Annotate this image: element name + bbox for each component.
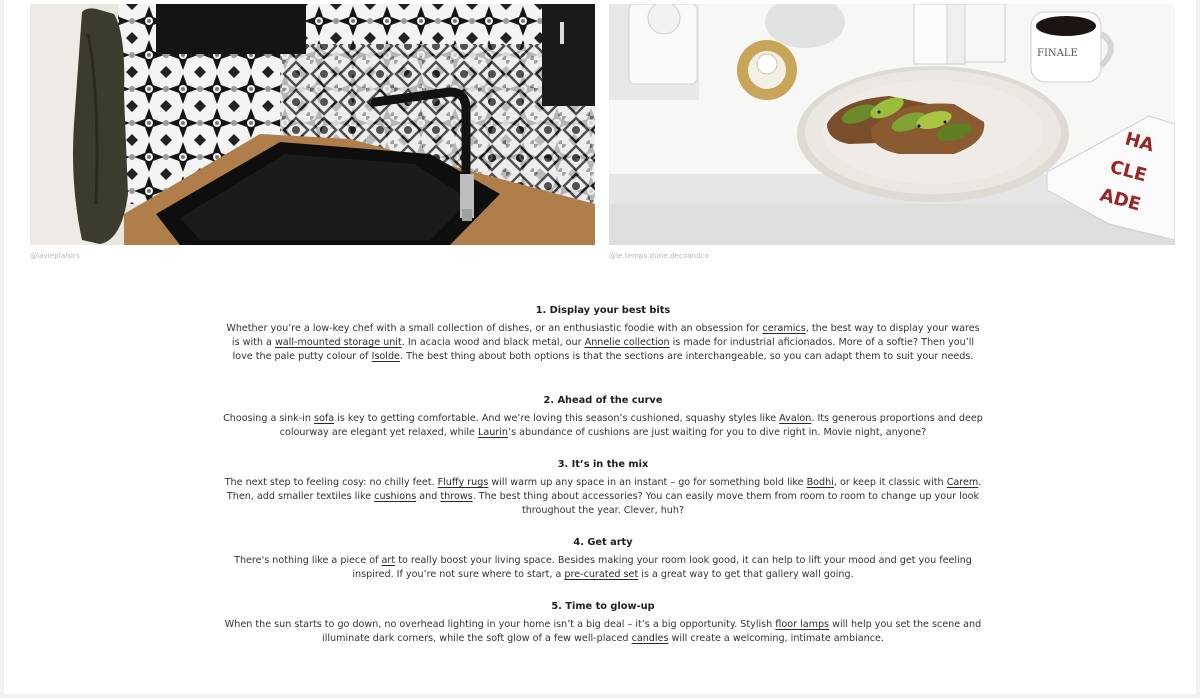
inline-link-fluffy-rugs[interactable]: Fluffy rugs	[437, 477, 489, 488]
inline-link-bodhi[interactable]: Bodhi	[806, 477, 834, 488]
photo-credit-right: @le.temps.dune.decoandco	[609, 252, 710, 260]
inline-link-cushions[interactable]: cushions	[374, 491, 417, 502]
section-get-arty	[222, 536, 984, 582]
section-glow-up	[222, 600, 984, 646]
section-paragraph	[222, 554, 984, 582]
inline-link-isolde[interactable]: Isolde	[371, 351, 400, 362]
inline-link-laurin[interactable]: Laurin	[478, 427, 509, 438]
section-display-best-bits	[222, 304, 984, 364]
paragraph-text: The next step to feeling cosy: no chilly feet.	[224, 477, 438, 488]
paragraph-text: will create a welcoming, intimate ambiance.	[668, 633, 884, 644]
section-heading: 1. Display your best bits	[535, 305, 671, 316]
paragraph-text: . Its generous proportions and deep colourway are elegant yet relaxed, while	[279, 413, 983, 438]
paragraph-text: . The best thing about accessories? You can easily move them from room to room to change up your look throughout the year. Clever, huh?	[472, 491, 980, 516]
section-in-the-mix	[222, 458, 984, 518]
section-ahead-of-curve	[222, 394, 984, 440]
inline-link-sofa[interactable]: sofa	[313, 413, 335, 424]
paragraph-text: is made for industrial aficionados. More of a softie? Then you’ll love the pale putty colour of	[232, 337, 975, 362]
paragraph-text: There's nothing like a piece of	[234, 555, 382, 566]
svg-text:CLE: CLE	[1107, 156, 1149, 187]
paragraph-text: is key to getting comfortable. And we’re loving this season’s cushioned, squashy styles like	[334, 413, 780, 424]
inline-link-floor-lamps[interactable]: floor lamps	[775, 619, 830, 630]
paragraph-text: Choosing a sink-in	[223, 413, 314, 424]
page-frame	[4, 0, 1196, 694]
section-heading: 4. Get arty	[573, 537, 633, 548]
inline-link-avalon[interactable]: Avalon	[779, 413, 812, 424]
section-paragraph	[222, 476, 984, 518]
paragraph-text: . The best thing about both options is that the sections are interchangeable, so you can adapt them to suit your needs.	[399, 351, 974, 362]
paragraph-text: . Then, add smaller textiles like	[226, 477, 982, 502]
inline-link-wall-mounted-storage-unit[interactable]: wall-mounted storage unit	[274, 337, 402, 348]
paragraph-text: to really boost your living space. Besides making your room look good, it can help to lift your mood and get you feeling inspired. If you’re not sure where to start, a	[352, 555, 972, 580]
paragraph-text: ’s abundance of cushions are just waiting for you to dive right in. Movie night, anyone?	[508, 427, 927, 438]
kitchen-sink-photo	[30, 4, 595, 245]
paragraph-text: is a great way to get that gallery wall going.	[638, 569, 854, 580]
inline-link-throws[interactable]: throws	[440, 491, 473, 502]
svg-text:HA: HA	[1122, 128, 1157, 157]
coffee-cup-text: FINALE	[1037, 48, 1078, 59]
paragraph-text: , or keep it classic with	[833, 477, 947, 488]
inline-link-annelie-collection[interactable]: Annelie collection	[584, 337, 670, 348]
section-paragraph	[222, 322, 984, 364]
section-paragraph	[222, 618, 984, 646]
photo-credit-left: @lavieplaisirs	[30, 252, 80, 260]
inline-link-candles[interactable]: candles	[631, 633, 669, 644]
section-heading: 2. Ahead of the curve	[543, 395, 663, 406]
avocado-toast-photo	[609, 4, 1175, 245]
inline-link-carem[interactable]: Carem	[946, 477, 979, 488]
paragraph-text: Whether you’re a low-key chef with a small collection of dishes, or an enthusiastic foodie with an obsession for	[226, 323, 763, 334]
svg-text:ADE: ADE	[1097, 184, 1143, 216]
paragraph-text: . In acacia wood and black metal, our	[401, 337, 585, 348]
section-paragraph	[222, 412, 984, 440]
inline-link-pre-curated-set[interactable]: pre-curated set	[564, 569, 639, 580]
section-heading: 3. It’s in the mix	[557, 459, 649, 470]
paragraph-text: When the sun starts to go down, no overhead lighting in your home isn’t a big deal – it’s a big opportunity. Stylish	[224, 619, 776, 630]
paragraph-text: and	[416, 491, 441, 502]
paragraph-text: will help you set the scene and illuminate dark corners, while the soft glow of a few well-placed	[322, 619, 982, 644]
inline-link-art[interactable]: art	[381, 555, 396, 566]
section-heading: 5. Time to glow-up	[551, 601, 655, 612]
paragraph-text: will warm up any space in an instant – go for something bold like	[488, 477, 807, 488]
article-body	[222, 304, 984, 646]
inline-link-ceramics[interactable]: ceramics	[762, 323, 806, 334]
paragraph-text: , the best way to display your wares is with a	[231, 323, 980, 348]
